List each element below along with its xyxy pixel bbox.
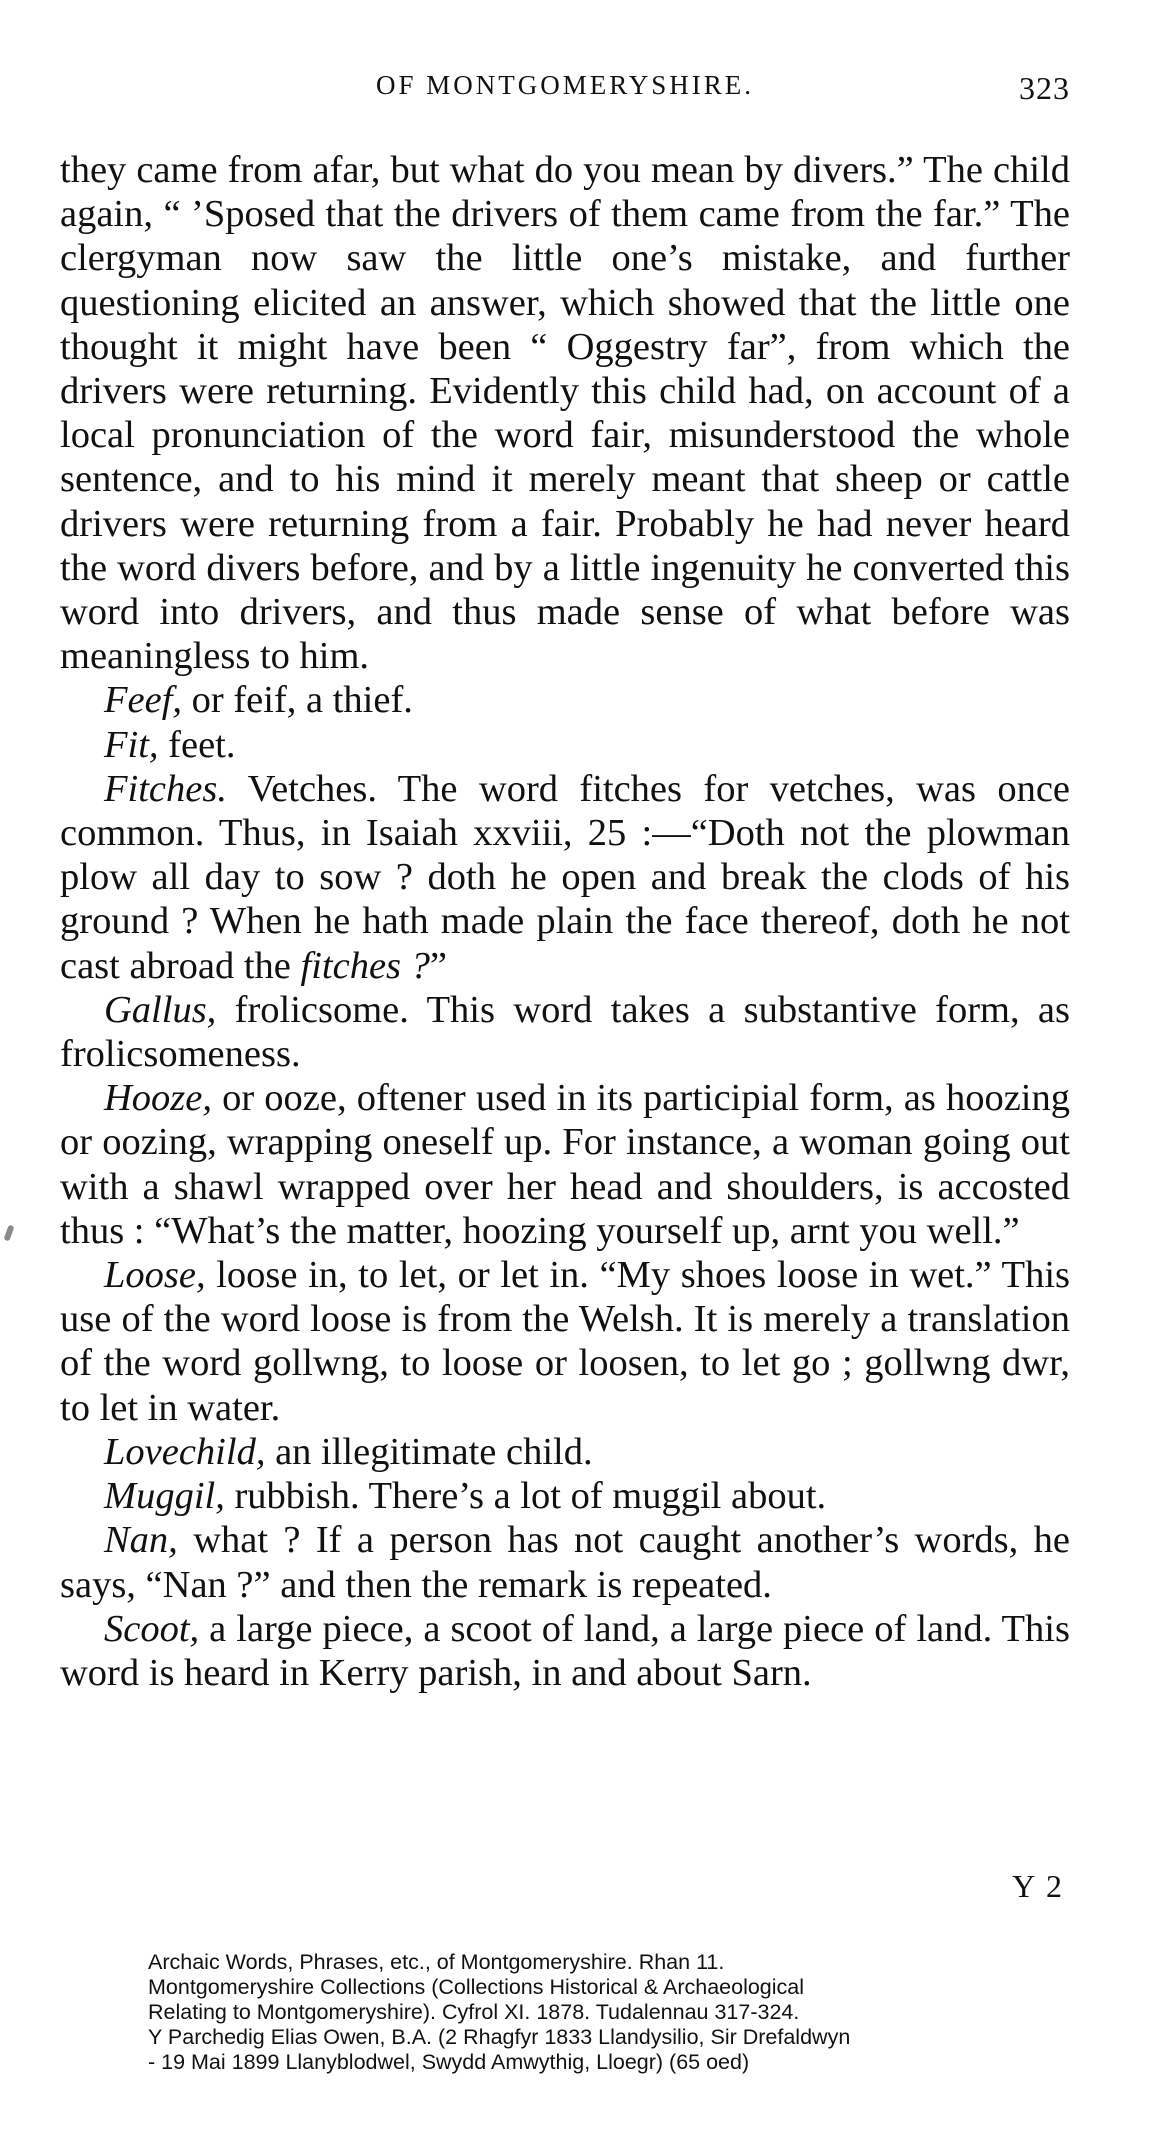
running-header: [60, 70, 1070, 110]
entry-definition: or ooze, oftener used in its participial form, as hoozing or oozing, wrapping oneself up. For instance, a woman going out with a shawl wrapped over her head and shoulders, is accosted thus : “What’s the matter, hoozing yourself up, arnt you well.”: [60, 1077, 1070, 1252]
scan-speck: [3, 1224, 14, 1241]
body-text: [60, 148, 1070, 1695]
glossary-entry-hooze: [60, 1076, 1070, 1253]
entry-emphasis: fitches ?: [300, 944, 430, 987]
glossary-entry-scoot: [60, 1607, 1070, 1695]
entry-headword: Feef,: [104, 679, 183, 722]
entry-definition: Vetches. The word fitches for vetches, was once common. Thus, in Isaiah xxviii, 25 :—“Doth not the plowman plow all day to sow ? doth he open and break the clods of his ground ? When he hath made plain the face thereof, doth he not cast abroad the: [60, 767, 1070, 987]
entry-headword: Scoot,: [104, 1607, 200, 1650]
glossary-entry-lovechild: [60, 1430, 1070, 1474]
running-title: OF MONTGOMERYSHIRE.: [375, 70, 755, 100]
paragraph-text: they came from afar, but what do you mean by divers.” The child again, “ ’Sposed that the drivers of them came from the far.” The clergyman now saw the little one’s mistake, and further questioning elicited an answer, which showed that the little one thought it might have been “ Oggestry far”, from which the drivers were returning. Evidently this child had, on account of a local pronunciation of the word fair, misunderstood the whole sentence, and to his mind it merely meant that sheep or cattle drivers were returning from a fair. Probably he had never heard the word divers before, and by a little ingenuity he converted this word into drivers, and thus made sense of what before was meaningless to him.: [60, 149, 1070, 678]
entry-definition: or feif, a thief.: [182, 679, 413, 722]
glossary-entry-fitches: [60, 767, 1070, 988]
page-number: 323: [1019, 70, 1070, 106]
paragraph-continuation: [60, 148, 1070, 678]
caption-line: Archaic Words, Phrases, etc., of Montgomeryshire. Rhan 11.: [148, 1950, 725, 1974]
entry-headword: Fitches.: [104, 767, 227, 810]
entry-definition: a large piece, a scoot of land, a large piece of land. This word is heard in Kerry parish, in and about Sarn.: [60, 1607, 1070, 1694]
caption-line: - 19 Mai 1899 Llanyblodwel, Swydd Amwythig, Lloegr) (65 oed): [148, 2050, 750, 2074]
entry-definition: loose in, to let, or let in. “My shoes loose in wet.” This use of the word loose is from the Welsh. It is merely a translation of the word gollwng, to loose or loosen, to let go ; gollwng dwr, to let in water.: [60, 1254, 1070, 1429]
entry-headword: Muggil,: [104, 1475, 225, 1518]
caption-line: Y Parchedig Elias Owen, B.A. (2 Rhagfyr 1833 Llandysilio, Sir Drefaldwyn: [148, 2025, 851, 2049]
entry-definition: an illegitimate child.: [265, 1430, 593, 1473]
entry-definition: frolicsome. This word takes a substantive form, as frolicsomeness.: [60, 988, 1070, 1076]
glossary-entry-fit: [60, 723, 1070, 767]
entry-headword: Fit,: [104, 723, 159, 766]
glossary-entry-feef: [60, 678, 1070, 722]
entry-headword: Gallus,: [104, 988, 217, 1031]
entry-tail: ”: [429, 944, 447, 987]
glossary-entry-muggil: [60, 1474, 1070, 1518]
caption-line: Montgomeryshire Collections (Collections Historical & Archaeological: [148, 1975, 805, 1999]
caption-line: Relating to Montgomeryshire). Cyfrol XI. 1878. Tudalennau 317-324.: [148, 2000, 800, 2024]
glossary-entry-nan: [60, 1518, 1070, 1606]
source-caption: [148, 1950, 1048, 2075]
entry-headword: Lovechild,: [104, 1430, 266, 1473]
glossary-entry-gallus: [60, 988, 1070, 1076]
entry-definition: what ? If a person has not caught another’s words, he says, “Nan ?” and then the remark is repeated.: [60, 1519, 1070, 1606]
entry-definition: feet.: [158, 723, 236, 766]
entry-headword: Hooze,: [104, 1077, 212, 1120]
entry-headword: Nan,: [104, 1519, 178, 1562]
glossary-entry-loose: [60, 1253, 1070, 1430]
entry-definition: rubbish. There’s a lot of muggil about.: [224, 1475, 827, 1518]
signature-mark: Y 2: [1012, 1868, 1064, 1904]
entry-headword: Loose,: [104, 1254, 206, 1297]
